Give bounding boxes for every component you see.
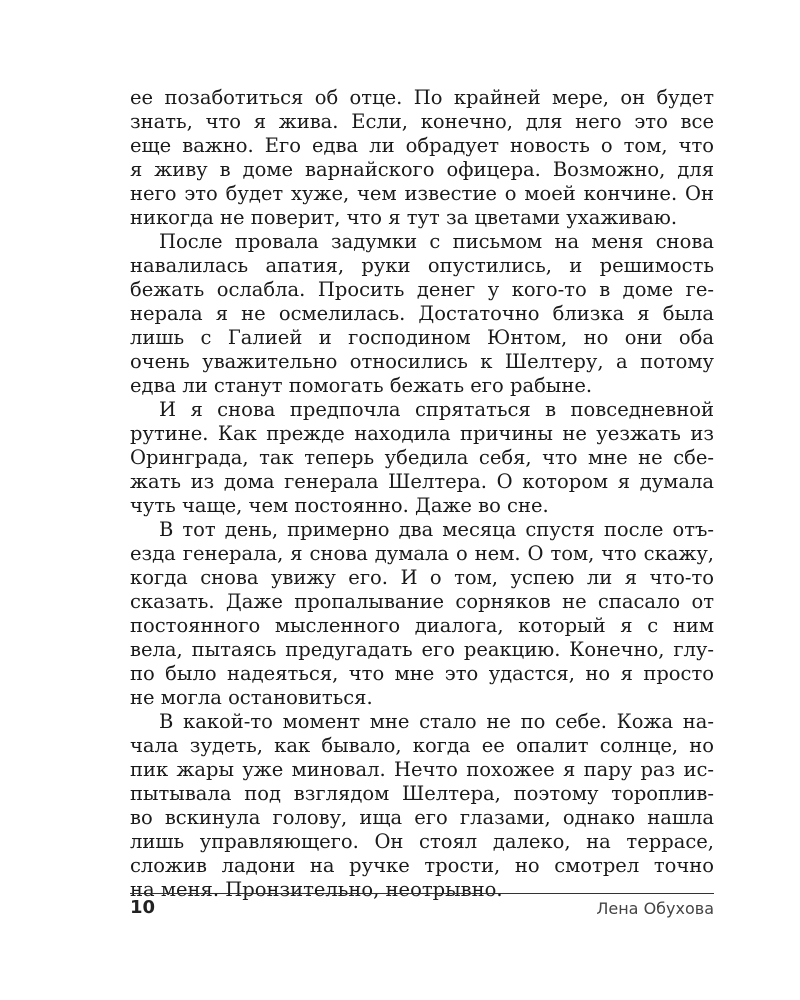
text-line: пытывала под взглядом Шелтера, поэтому тороплив- (130, 782, 714, 805)
text-line: пик жары уже миновал. Нечто похожее я пару раз ис- (130, 758, 714, 781)
text-line: вела, пытаясь предугадать его реакцию. Конечно, глу- (130, 638, 714, 661)
text-line: нерала я не осмелилась. Достаточно близка я была (130, 302, 714, 325)
text-line: бежать ослабла. Просить денег у кого-то в доме ге- (130, 278, 714, 301)
text-line: После провала задумки с письмом на меня снова (159, 230, 714, 253)
text-line: очень уважительно относились к Шелтеру, а потому (130, 350, 714, 373)
text-line: когда снова увижу его. И о том, успею ли я что-то (130, 566, 714, 589)
text-line: езда генерала, я снова думала о нем. О том, что скажу, (130, 542, 714, 565)
body-text (130, 86, 714, 902)
text-line: на меня. Пронзительно, неотрывно. (130, 878, 503, 901)
footer-divider (130, 893, 714, 894)
text-line: лишь с Галией и господином Юнтом, но они оба (130, 326, 714, 349)
text-line: знать, что я жива. Если, конечно, для него это все (130, 110, 714, 133)
text-line: во вскинула голову, ища его глазами, однако нашла (130, 806, 714, 829)
text-line: рутине. Как прежде находила причины не уезжать из (130, 422, 714, 445)
text-line: жать из дома генерала Шелтера. О котором я думала (130, 470, 714, 493)
text-line: ее позаботиться об отце. По крайней мере, он будет (130, 86, 714, 109)
text-line: В какой-то момент мне стало не по себе. Кожа на- (159, 710, 714, 733)
text-line: Оринграда, так теперь убедила себя, что мне не сбе- (130, 446, 714, 469)
text-line: я живу в доме варнайского офицера. Возможно, для (130, 158, 714, 181)
text-line: И я снова предпочла спрятаться в повседневной (159, 398, 714, 421)
text-line: едва ли станут помогать бежать его рабыне. (130, 374, 593, 397)
text-line: сказать. Даже пропалывание сорняков не спасало от (130, 590, 714, 613)
running-footer-author: Лена Обухова (596, 899, 714, 918)
text-line: чуть чаще, чем постоянно. Даже во сне. (130, 494, 549, 517)
text-line: постоянного мысленного диалога, который я с ним (130, 614, 714, 637)
text-line: сложив ладони на ручке трости, но смотрел точно (130, 854, 714, 877)
text-line: чала зудеть, как бывало, когда ее опалит солнце, но (130, 734, 714, 757)
text-line: лишь управляющего. Он стоял далеко, на террасе, (130, 830, 714, 853)
text-line: еще важно. Его едва ли обрадует новость о том, что (130, 134, 714, 157)
text-line: навалилась апатия, руки опустились, и решимость (130, 254, 714, 277)
text-line: не могла остановиться. (130, 686, 373, 709)
text-line: никогда не поверит, что я тут за цветами ухаживаю. (130, 206, 678, 229)
text-line: него это будет хуже, чем известие о моей кончине. Он (130, 182, 714, 205)
text-line: по было надеяться, что мне это удастся, но я просто (130, 662, 714, 685)
text-line: В тот день, примерно два месяца спустя после отъ- (159, 518, 714, 541)
page-number: 10 (130, 897, 156, 918)
